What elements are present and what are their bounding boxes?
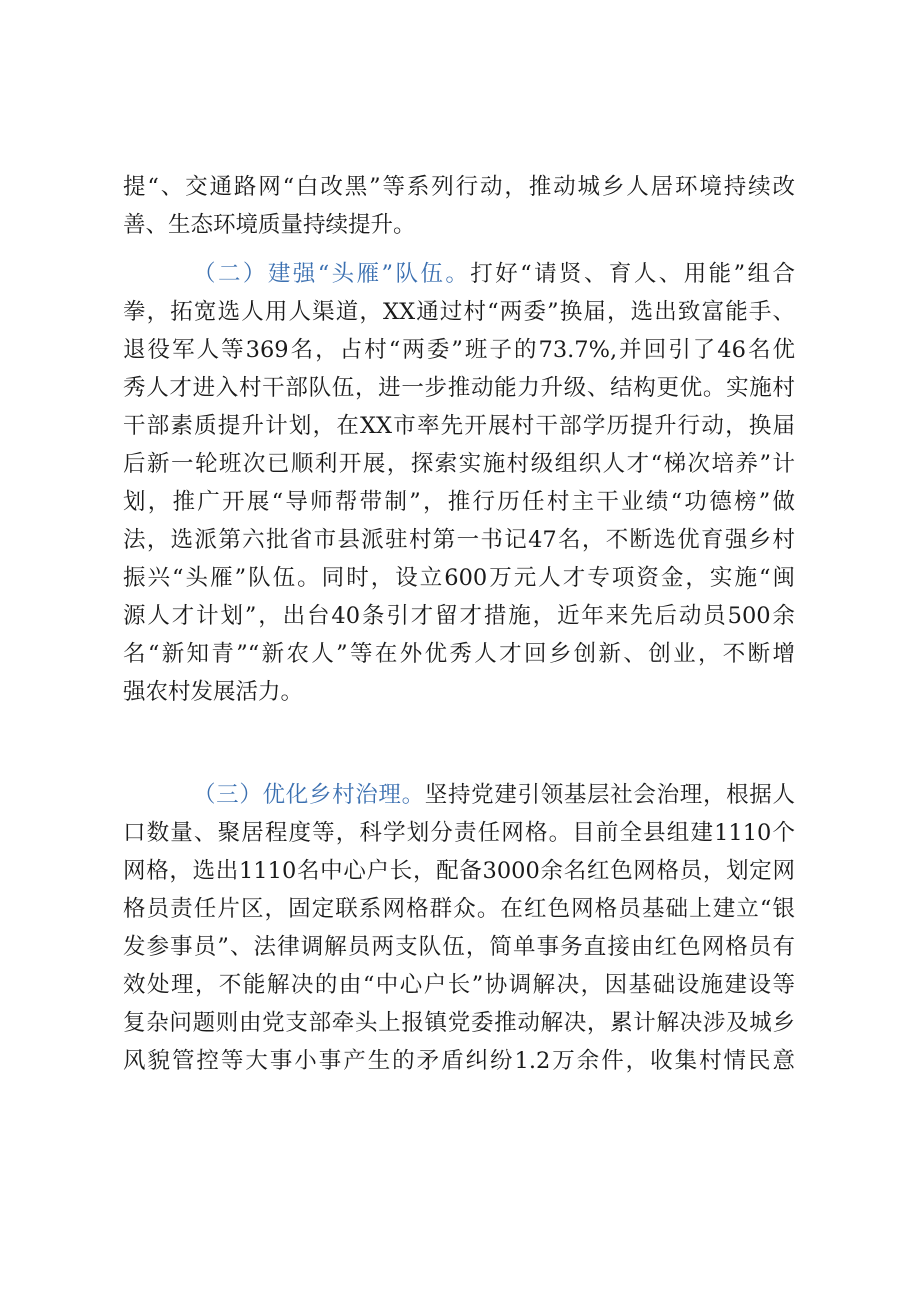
paragraph-text: 打好“请贤、育人、用能”组合 [470,261,795,287]
text-line: 网格，选出1110名中心户长，配备3000余名红色网格员，划定网 [123,858,795,884]
paragraph-text: 坚持党建引领基层社会治理，根据人 [424,782,795,808]
text-line: 强农村发展活力。 [123,679,304,705]
paragraph-continuation [123,168,795,244]
text-line: 秀人才进入村干部队伍，进一步推动能力升级、结构更优。实施村 [123,375,795,401]
section-heading: （三）优化乡村治理。 [193,782,425,808]
text-line: 善、生态环境质量持续提升。 [123,212,416,238]
text-line: 风貌管控等大事小事产生的矛盾纠纷1.2万余件，收集村情民意 [123,1048,795,1074]
text-line: 拳，拓宽选人用人渠道，XX通过村“两委”换届，选出致富能手、 [123,299,795,325]
paragraph-section-3 [123,776,795,1080]
paragraph-first-line [123,776,795,814]
text-line: 名“新知青”“新农人”等在外优秀人才回乡创新、创业，不断增 [123,641,795,667]
text-line: 提“、交通路网“白改黑”等系列行动，推动城乡人居环境持续改 [123,174,795,200]
paragraph-first-line [123,255,795,293]
text-line: 格员责任片区，固定联系网格群众。在红色网格员基础上建立“银 [123,896,795,922]
text-line: 干部素质提升计划，在XX市率先开展村干部学历提升行动，换届 [123,413,795,439]
text-line: 后新一轮班次已顺利开展，探索实施村级组织人才“梯次培养”计 [123,451,795,477]
text-line: 划，推广开展“导师帮带制”，推行历任村主干业绩“功德榜”做 [123,489,795,515]
text-line: 法，选派第六批省市县派驻村第一书记47名，不断选优育强乡村 [123,527,795,553]
text-line: 发参事员”、法律调解员两支队伍，简单事务直接由红色网格员有 [123,934,795,960]
text-line: 效处理，不能解决的由“中心户长”协调解决，因基础设施建设等 [123,972,795,998]
text-line: 源人才计划”，出台40条引才留才措施，近年来先后动员500余 [123,603,795,629]
section-heading: （二）建强“头雁”队伍。 [193,261,471,287]
text-line: 振兴“头雁”队伍。同时，设立600万元人才专项资金，实施“闽 [123,565,795,591]
paragraph-section-2 [123,255,795,711]
text-line: 复杂问题则由党支部牵头上报镇党委推动解决，累计解决涉及城乡 [123,1010,795,1036]
text-line: 口数量、聚居程度等，科学划分责任网格。目前全县组建1110个 [123,820,795,846]
text-line: 退役军人等369名，占村“两委”班子的73.7%,并回引了46名优 [123,337,795,363]
